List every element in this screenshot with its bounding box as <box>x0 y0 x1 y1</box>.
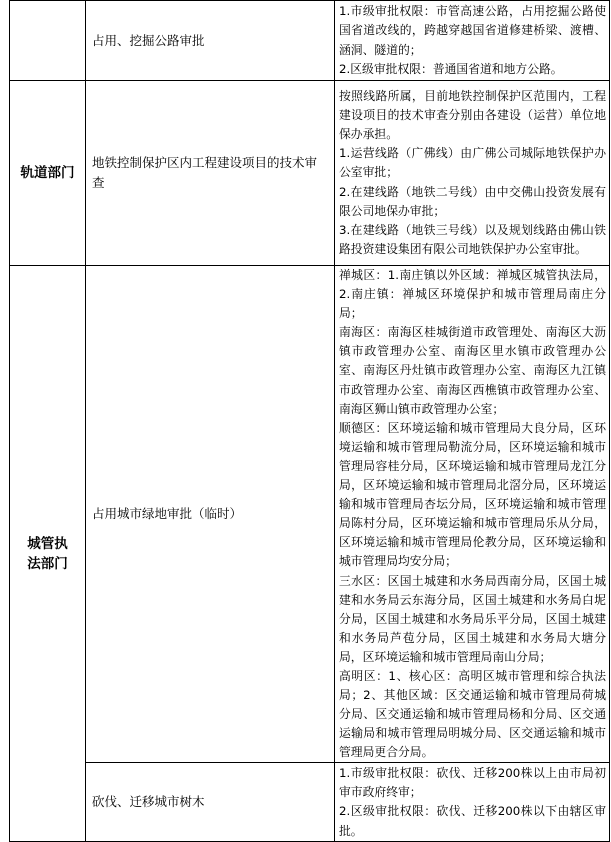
table-row <box>10 266 610 763</box>
item-cell: 占用、挖掘公路审批 <box>86 1 335 81</box>
detail-line: 2.区级审批权限：普通国省道和地方公路。 <box>339 61 563 76</box>
detail-line: 三水区：区国土城建和水务局西南分局，区国土城建和水务局云东海分局，区国土城建和水务局白坭分局，区国土城建和水务局乐平分局，区国土城建和水务局芦苞分局，区国土城建和水务局大塘分局，区环境运输和城市管理局南山分局； <box>339 573 606 664</box>
detail-line: 3.在建线路（地铁三号线）以及规划线路由佛山铁路投资建设集团有限公司地铁保护办公室审批。 <box>339 222 606 256</box>
item-cell: 砍伐、迁移城市树木 <box>86 763 335 842</box>
item-cell: 地铁控制保护区内工程建设项目的技术审查 <box>86 81 335 266</box>
detail-line: 顺德区：区环境运输和城市管理局大良分局，区环境运输和城市管理局勒流分局，区环境运输和城市管理局容桂分局，区环境运输和城市管理局龙江分局，区环境运输和城市管理局北滘分局，区环境运输和城市管理局杏坛分局，区环境运输和城市管理局陈村分局，区环境运输和城市管理局乐从分局，区环境运输和城市管理局伦教分局，区环境运输和城市管理局均安分局； <box>339 420 606 569</box>
approval-authority-table <box>9 0 610 842</box>
detail-line: 1.市级审批权限：砍伐、迁移200株以上由市局初审市政府终审； <box>339 766 606 800</box>
detail-cell <box>335 763 610 842</box>
table-row <box>10 81 610 266</box>
department-cell: 城管执法部门 <box>10 266 86 842</box>
detail-line: 1.市级审批权限：市管高速公路，占用挖掘公路使国省道改线的，跨越穿越国省道修建桥梁、渡槽、涵洞、隧道的； <box>339 4 606 57</box>
detail-cell <box>335 266 610 763</box>
detail-line: 禅城区：1.南庄镇以外区域：禅城区城管执法局，2.南庄镇：禅城区环境保护和城市管理局南庄分局； <box>339 268 606 321</box>
item-cell: 占用城市绿地审批（临时） <box>86 266 335 763</box>
department-cell: 轨道部门 <box>10 81 86 266</box>
table-row <box>10 1 610 81</box>
detail-cell <box>335 81 610 266</box>
detail-line: 2.区级审批权限：砍伐、迁移200株以下由辖区审批。 <box>339 804 606 838</box>
table-row <box>10 763 610 842</box>
department-cell <box>10 1 86 81</box>
detail-line: 2.在建线路（地铁二号线）由中交佛山投资发展有限公司地保办审批； <box>339 184 606 218</box>
detail-line: 南海区：南海区桂城街道市政管理处、南海区大沥镇市政管理办公室、南海区里水镇市政管理办公室、南海区丹灶镇市政管理办公室、南海区九江镇市政管理办公室、南海区西樵镇市政管理办公室、南海区狮山镇市政管理办公室； <box>339 325 606 416</box>
detail-cell <box>335 1 610 81</box>
detail-line: 高明区：1、核心区：高明区城市管理和综合执法局；2、其他区域：区交通运输和城市管理局荷城分局、区交通运输和城市管理局杨和分局、区交通运输局和城市管理局明城分局、区交通运输和城市管理局更合分局。 <box>339 668 606 760</box>
detail-line: 1.运营线路（广佛线）由广佛公司城际地铁保护办公室审批； <box>339 146 606 180</box>
detail-line: 按照线路所属，目前地铁控制保护区范围内，工程建设项目的技术审查分别由各建设（运营）单位地保办承担。 <box>339 89 606 142</box>
